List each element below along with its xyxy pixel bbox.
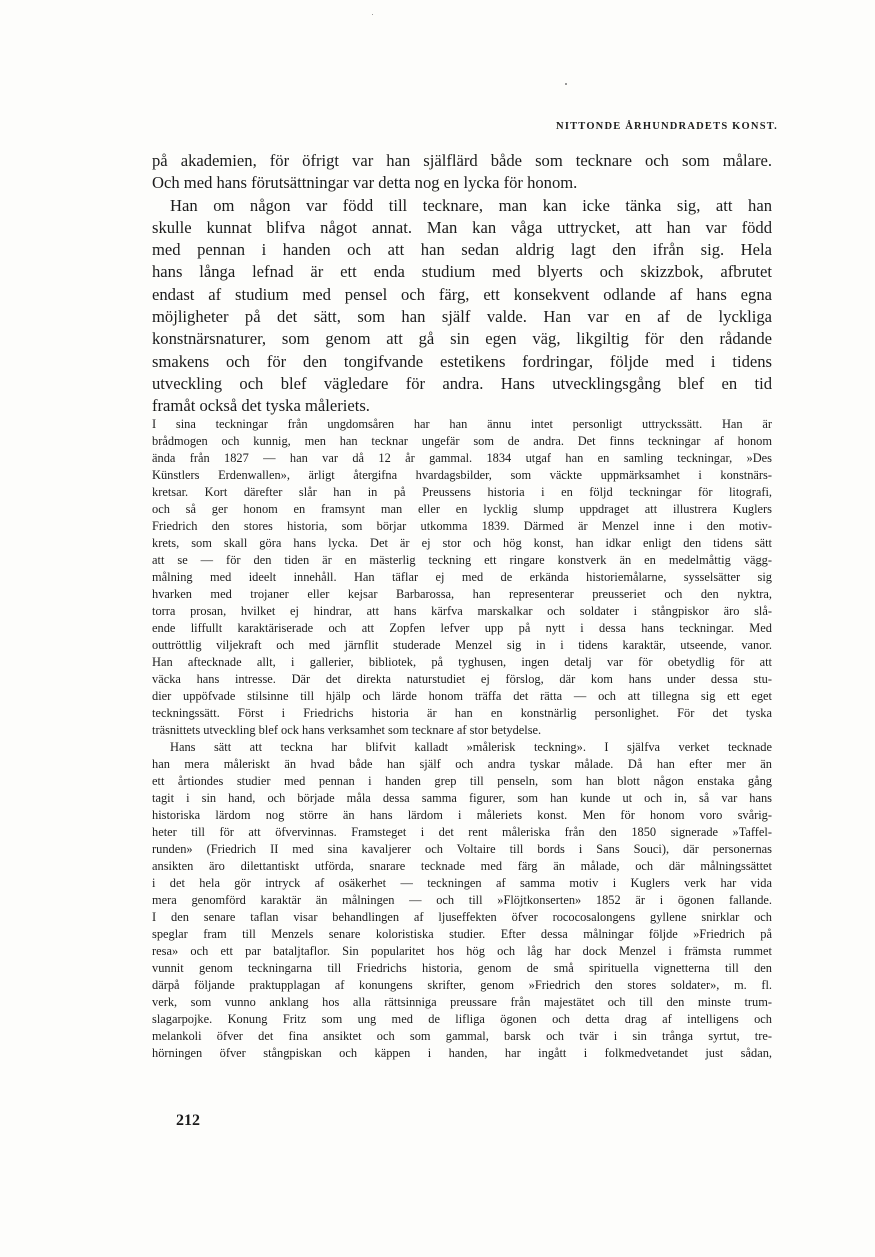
- page-number: 212: [176, 1112, 200, 1129]
- text-line: därpå följande praktupplagan af konungens skrifter, genom »Friedrich den stores soldater», m. fl.: [152, 978, 772, 992]
- text-line: målning med ideelt innehåll. Han täflar ej med de erkända historiemålarne, sysselsätter sig: [152, 570, 772, 584]
- text-line: verk, som vunno anklang hos alla rättsinniga preussare från majestätet och till den minste trum-: [152, 995, 772, 1009]
- text-line: historiska lärdom nog större än hans lärdom i måleriets konst. Men för honom voro svårig-: [152, 808, 772, 822]
- text-line: han mera måleriskt än hvad både han själf och andra tyskar målade. Då han efter mer än: [152, 757, 772, 771]
- text-line: ett årtiondes studier med pennan i handen grep till penseln, som han blott någon enstaka gång: [152, 774, 772, 788]
- text-line: torra prosan, hvilket ej hindrar, att hans kärfva marskalkar och soldater i stångpiskor äro slå-: [152, 604, 772, 618]
- text-line: Han aftecknade allt, i gallerier, bibliotek, på tyghusen, ingen detalj var för obetydlig för att: [152, 655, 772, 669]
- text-line: smakens och för den tongifvande estetikens fordringar, följde med i tidens: [152, 351, 772, 371]
- text-line: brådmogen och kunnig, men han tecknar ungefär som de andra. Det finns teckningar af honom: [152, 434, 772, 448]
- text-line: konstnärsnaturer, som genom att gå sin egen väg, likgiltig för den rådande: [152, 329, 772, 349]
- text-line: kretsar. Kort därefter slår han in på Preussens historia i en följd teckningar för litografi,: [152, 485, 772, 499]
- text-line: outtröttlig viljekraft och med järnflit studerade Menzel sig in i tidens karaktär, utseende, vanor.: [152, 638, 772, 652]
- text-line: i det hela gör intryck af osäkerhet — teckningen af samma motiv i Kuglers verk har vida: [152, 876, 772, 890]
- text-line: krets, som skall göra hans lycka. Det är ej stor och hög konst, han idkar enligt den tidens sätt: [152, 536, 772, 550]
- running-header: NITTONDE ÅRHUNDRADETS KONST.: [556, 121, 778, 132]
- small-print-text: [152, 416, 772, 1062]
- text-line: resa» och ett par bataljtaflor. Sin popularitet hos hög och låg har dock Menzel i främsta rummet: [152, 944, 772, 958]
- text-line: Friedrich den stores historia, som börjar utkomma 1839. Därmed är Menzel inne i den motiv-: [152, 519, 772, 533]
- text-line: ända från 1827 — han var då 12 år gammal. 1834 utgaf han en samling teckningar, »Des: [152, 451, 772, 465]
- text-line: hans långa lefnad är ett enda studium med blyerts och skizzbok, afbrutet: [152, 262, 772, 282]
- text-line: heter till för att öfvervinnas. Framsteget i det rent måleriska från den 1850 signerade »Taffel-: [152, 825, 772, 839]
- print-speck: [565, 83, 567, 85]
- print-speck: [372, 14, 373, 15]
- text-line: och så ger honom en framsynt man eller en lycklig slump uppdraget att illustrera Kuglers: [152, 502, 772, 516]
- text-line: att se — för den tiden är en mästerlig teckning ett ringare konstverk än en medelmåttig vägg-: [152, 553, 772, 567]
- text-line: Och med hans förutsättningar var detta nog en lycka för honom.: [152, 173, 578, 193]
- text-line: Hans sätt att teckna har blifvit kalladt »målerisk teckning». I själfva verket tecknade: [170, 740, 772, 754]
- text-line: ansikten äro dilettantiskt utförda, snarare tecknade med färg än målade, och där målningssättet: [152, 859, 772, 873]
- text-line: runden» (Friedrich II med sina kavaljerer och Voltaire till bords i Sans Souci), där personernas: [152, 842, 772, 856]
- text-line: I sina teckningar från ungdomsåren har han ännu intet personligt uttryckssätt. Han är: [152, 417, 772, 431]
- text-line: tagit i sin hand, och började måla dessa samma figurer, som han kunde ut och in, så var hans: [152, 791, 772, 805]
- text-line: utveckling och blef vägledare för andra. Hans utvecklingsgång blef en tid: [152, 373, 772, 393]
- text-line: träsnittets utveckling blef ock hans verksamhet som tecknare af stor betydelse.: [152, 723, 542, 737]
- main-body-text: [152, 150, 772, 418]
- text-line: skulle kunnat blifva något annat. Man kan våga uttrycket, att han var född: [152, 217, 772, 237]
- text-line: väcka hans intresse. Där det direkta naturstudiet ej förslog, där kom hans under dessa stu-: [152, 672, 772, 686]
- text-line: Künstlers Erdenwallen», ärligt återgifna hvardagsbilder, som väckte uppmärksamhet i konstnärs-: [152, 468, 772, 482]
- text-line: endast af studium med pensel och färg, ett konsekvent odlande af hans egna: [152, 284, 772, 304]
- text-line: mera genomförd karaktär än målningen — och till »Flöjtkonserten» 1852 är i ögonen fallande.: [152, 893, 772, 907]
- text-line: med pennan i handen och att han sedan aldrig lagt den ifrån sig. Hela: [152, 240, 772, 260]
- text-line: I den senare taflan visar behandlingen af ljuseffekten öfver rococosalongens gyllene snirklar och: [152, 910, 772, 924]
- text-line: dier uppöfvade stilsinne till hjälp och lärde honom träffa det rätta — och att tillegna sig ett eget: [152, 689, 772, 703]
- text-line: ende liffullt karaktäriserade och att Zopfen lefver upp på nytt i dessa hans teckningar. Med: [152, 621, 772, 635]
- text-line: framåt också det tyska måleriets.: [152, 396, 370, 416]
- text-line: hvarken med trojaner eller kejsar Barbarossa, han representerar preusseriet och den nyktra,: [152, 587, 772, 601]
- text-line: speglar fram till Menzels senare koloristiska studier. Efter dessa målningar följde »Friedrich på: [152, 927, 772, 941]
- text-line: vunnit genom teckningarna till Friedrichs historia, genom de små spirituella vignetterna till den: [152, 961, 772, 975]
- text-line: Han om någon var född till tecknare, man kan icke tänka sig, att han: [170, 195, 772, 215]
- text-line: teckningssätt. Först i Friedrichs historia är han en konstnärlig personlighet. För det tyska: [152, 706, 772, 720]
- text-line: slagarpojke. Konung Fritz som ung med de lifliga ögonen och detta drag af intelligens och: [152, 1012, 772, 1026]
- text-line: hörningen öfver stångpiskan och käppen i handen, har ingått i folkmedvetandet just sådan,: [152, 1046, 772, 1060]
- text-line: möjligheter på det sätt, som han själf valde. Han var en af de lyckliga: [152, 307, 772, 327]
- text-line: melankoli öfver det fina ansiktet och som gammal, barsk och tvär i sin trånga syrtut, tre-: [152, 1029, 772, 1043]
- text-line: på akademien, för öfrigt var han själflärd både som tecknare och som målare.: [152, 151, 772, 170]
